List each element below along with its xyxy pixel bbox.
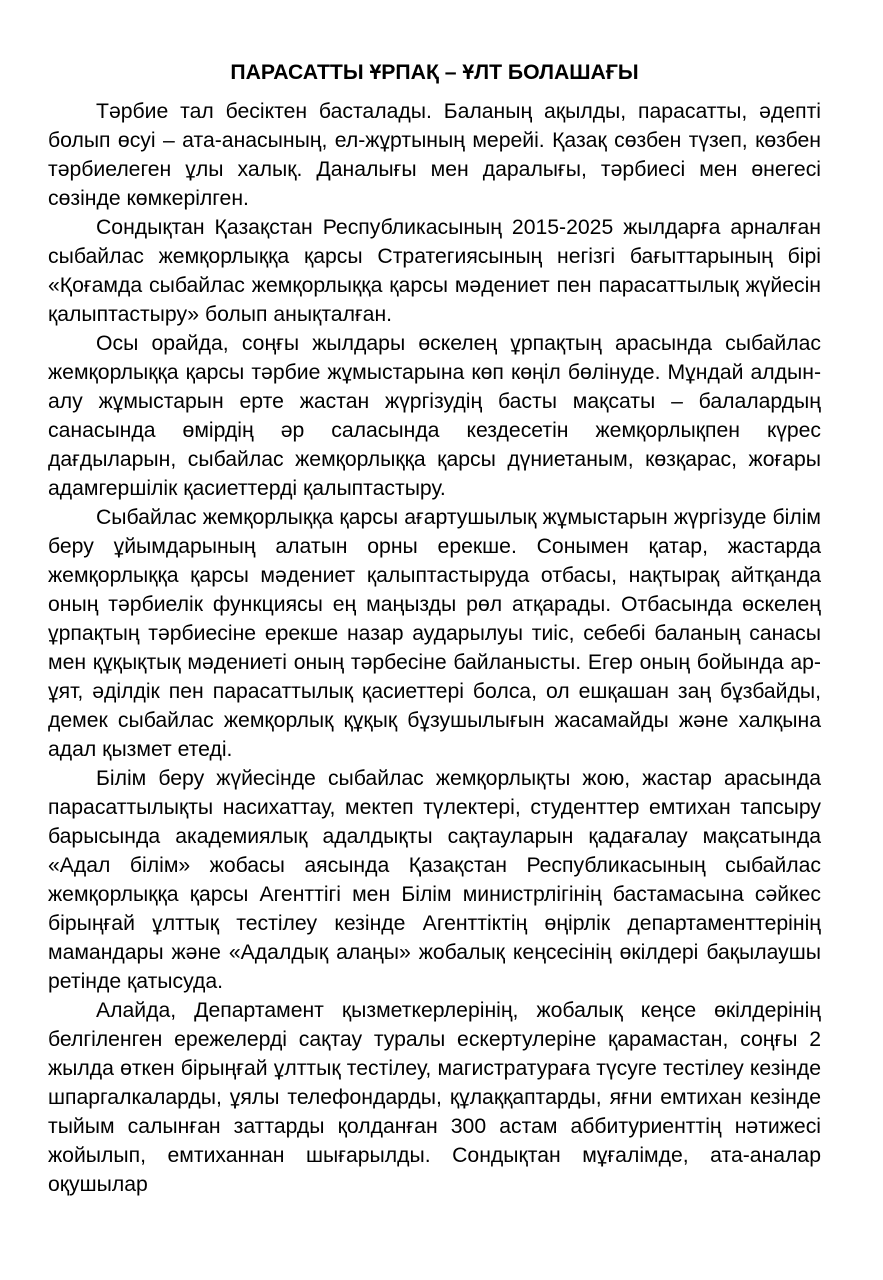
paragraph-5: Білім беру жүйесінде сыбайлас жемқорлықты жою, жастар арасында парасаттылықты насихаттау, мектеп түлектері, студенттер емтихан тапсыру барысында академиялық адалдықты сақтауларын қадағалау мақсатында «Адал білім» жобасы аясында Қазақстан Республикасының сыбайлас жемқорлыққа қарсы Агенттігі мен Білім министрлігінің бастамасына сәйкес бірыңғай ұлттық тестілеу кезінде Агенттіктің өңірлік департаменттерінің мамандары және «Адалдық алаңы» жобалық кеңсесінің өкілдері бақылаушы ретінде қатысуда. — [48, 767, 821, 993]
document-title: ПАРАСАТТЫ ҰРПАҚ – ҰЛТ БОЛАШАҒЫ — [230, 61, 639, 84]
paragraph-4: Сыбайлас жемқорлыққа қарсы ағартушылық жұмыстарын жүргізуде білім беру ұйымдарының алатын орны ерекше. Сонымен қатар, жастарда жемқорлыққа қарсы мәдениет қалыптастыруда отбасы, нақтырақ айтқанда оның тәрбиелік функциясы ең маңызды рөл атқарады. Отбасында өскелең ұрпақтың тәрбиесіне ерекше назар аударылуы тиіс, себебі баланың санасы мен құқықтық мәдениеті оның тәрбесіне байланысты. Егер оның бойында ар-ұят, әділдік пен парасаттылық қасиеттері болса, ол ешқашан заң бұзбайды, демек сыбайлас жемқорлық құқық бұзушылығын жасамайды және халқына адал қызмет етеді. — [48, 506, 821, 761]
document-page — [48, 58, 821, 1199]
paragraph-1: Тәрбие тал бесіктен басталады. Баланың ақылды, парасатты, әдепті болып өсуі – ата-анасының, ел-жұртының мерейі. Қазақ сөзбен түзеп, көзбен тәрбиелеген ұлы халық. Даналығы мен даралығы, тәрбиесі мен өнегесі сөзінде көмкерілген. — [48, 100, 821, 210]
paragraph-6: Алайда, Департамент қызметкерлерінің, жобалық кеңсе өкілдерінің белгіленген ережелерді сақтау туралы ескертулеріне қарамастан, соңғы 2 жылда өткен бірыңғай ұлттық тестілеу, магистратураға түсуге тестілеу кезінде шпаргалкаларды, ұялы телефондарды, құлаққаптарды, яғни емтихан кезінде тыйым салынған заттарды қолданған 300 астам аббитуриенттің нәтижесі жойылып, емтиханнан шығарылды. Сондықтан мұғалімде, ата-аналар оқушылар — [48, 999, 821, 1196]
paragraph-3: Осы орайда, соңғы жылдары өскелең ұрпақтың арасында сыбайлас жемқорлыққа қарсы тәрбие жұмыстарына көп көңіл бөлінуде. Мұндай алдын-алу жұмыстарын ерте жастан жүргізудің басты мақсаты – балалардың санасында өмірдің әр саласында кездесетін жемқорлықпен күрес дағдыларын, сыбайлас жемқорлыққа қарсы дүниетаным, көзқарас, жоғары адамгершілік қасиеттерді қалыптастыру. — [48, 332, 821, 500]
paragraph-2: Сондықтан Қазақстан Республикасының 2015-2025 жылдарға арналған сыбайлас жемқорлыққа қарсы Стратегиясының негізгі бағыттарының бірі «Қоғамда сыбайлас жемқорлыққа қарсы мәдениет пен парасаттылық жүйесін қалыптастыру» болып анықталған. — [48, 216, 821, 326]
